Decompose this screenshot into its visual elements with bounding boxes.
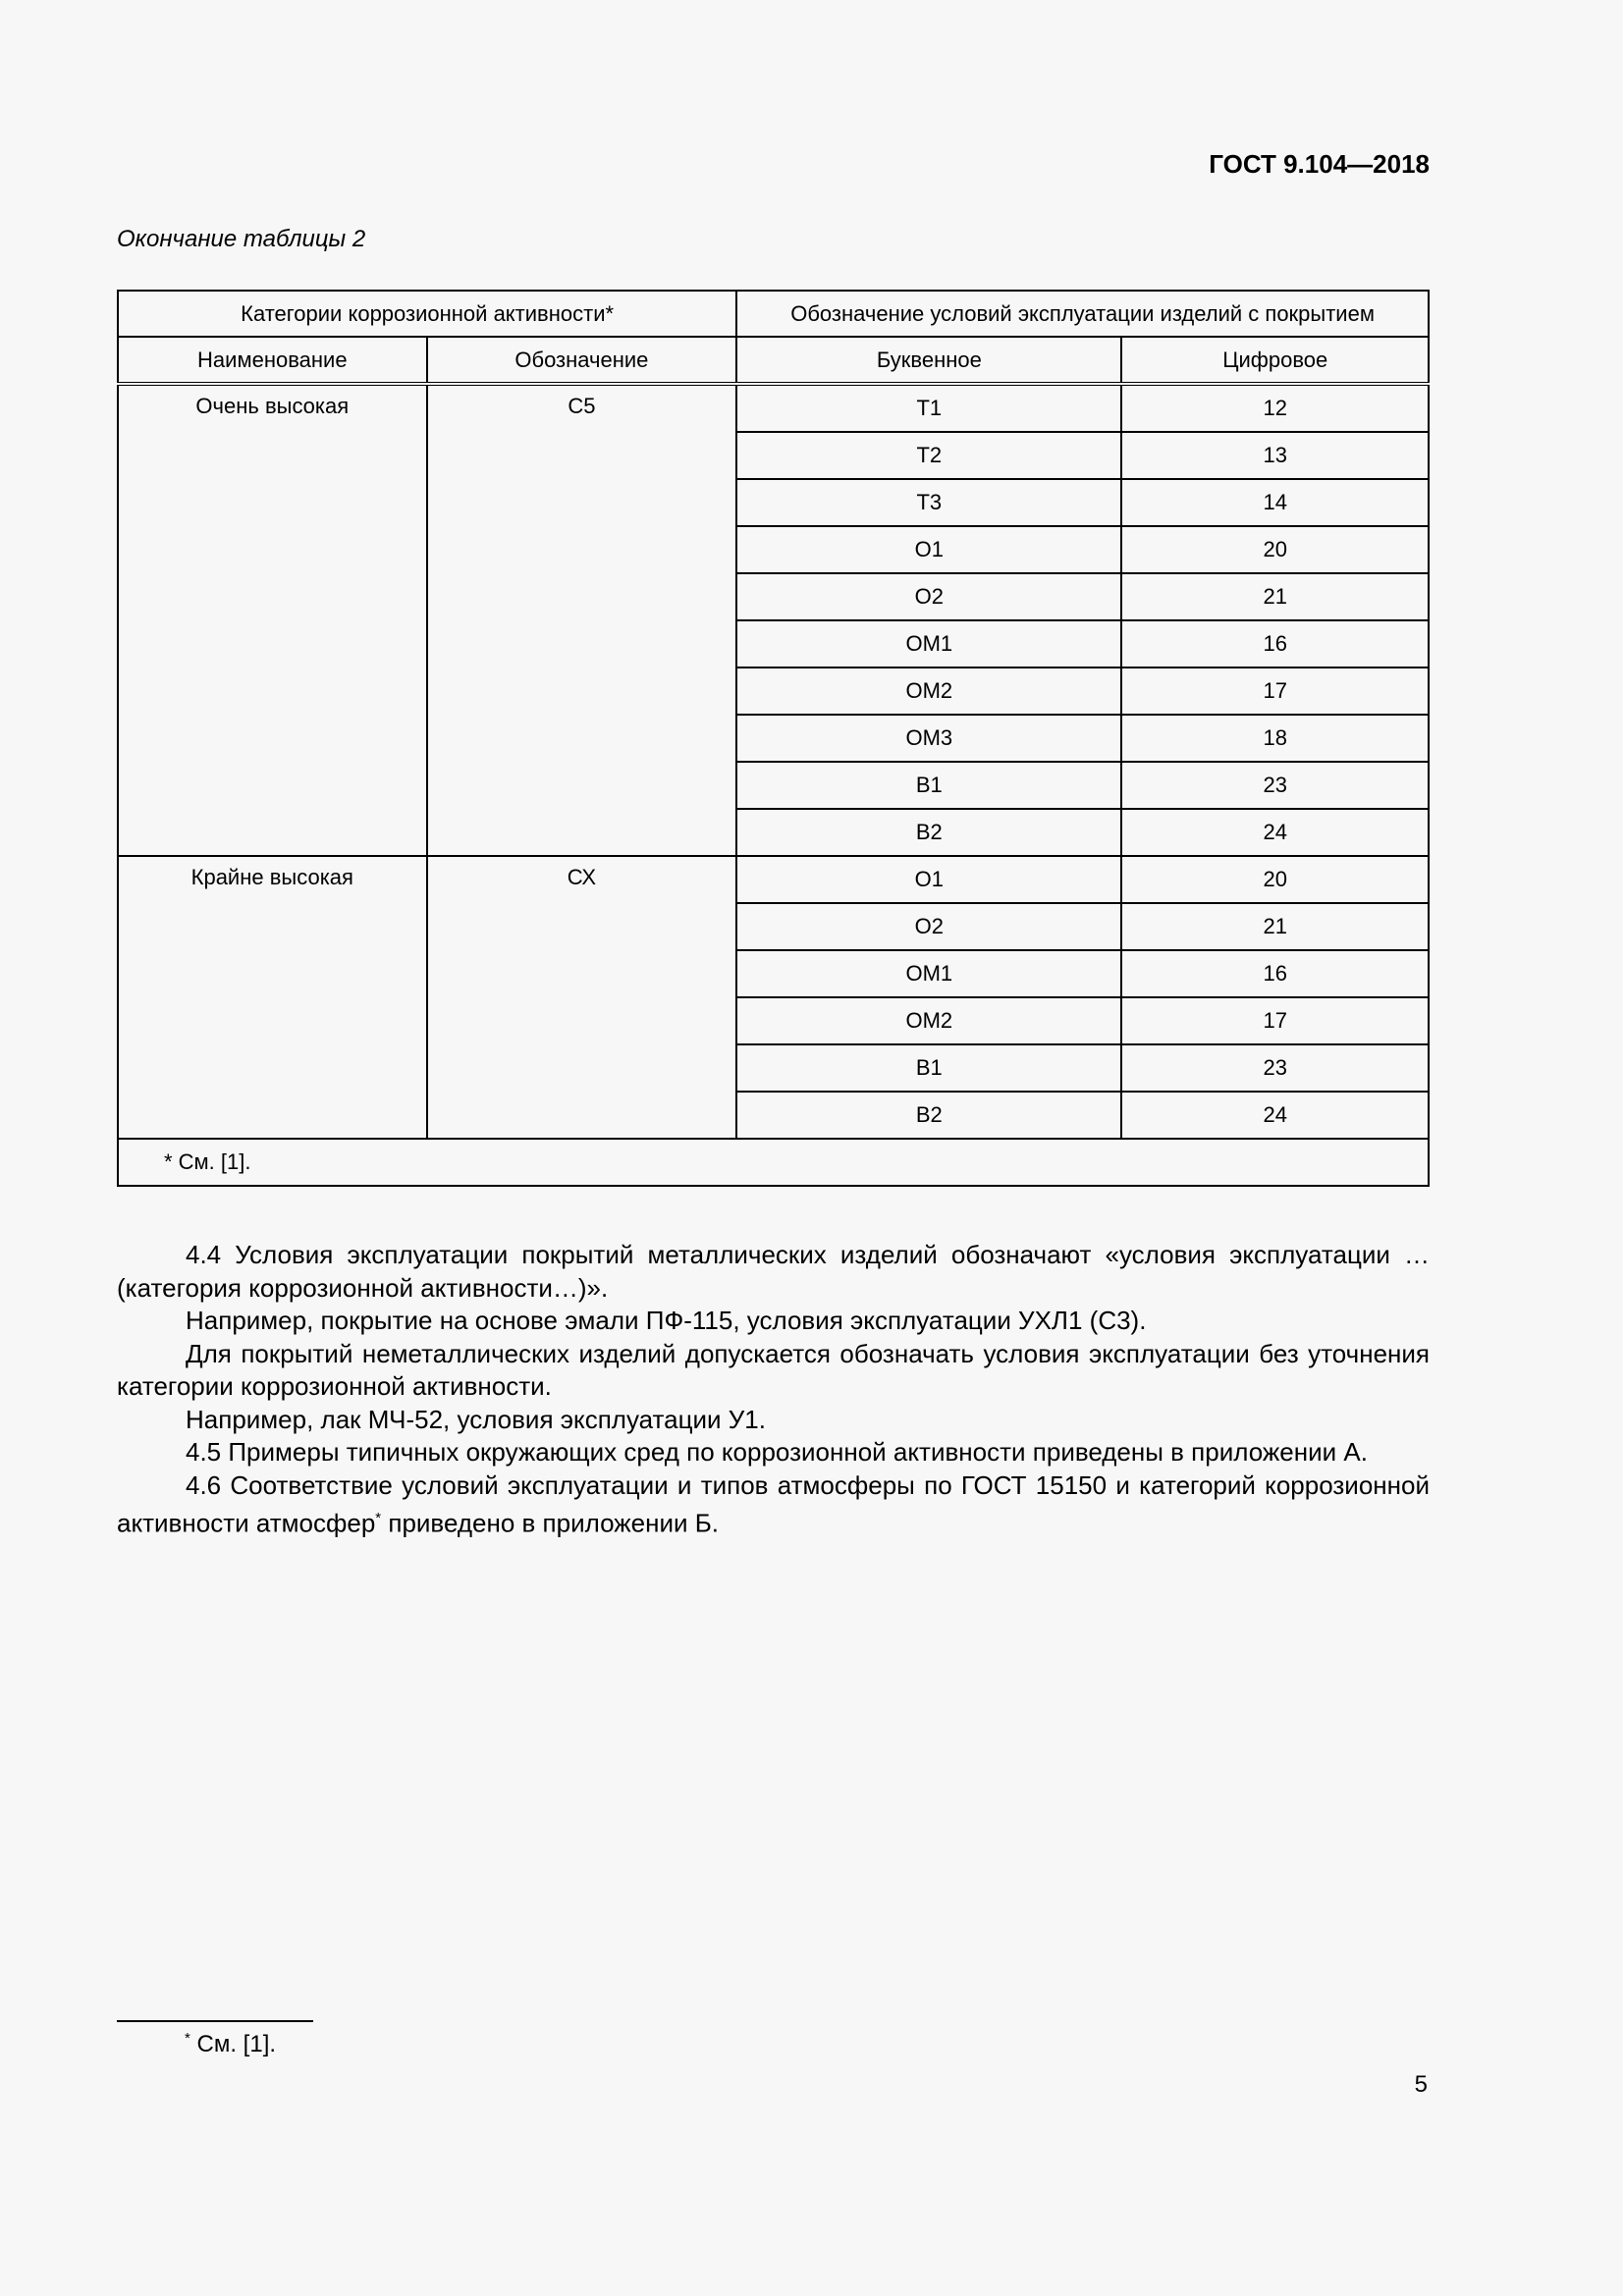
table-row bbox=[118, 856, 1429, 903]
paragraph-4-5: 4.5 Примеры типичных окружающих сред по коррозионной активности приведены в приложении А. bbox=[186, 1437, 1368, 1467]
letter-designation: Т1 bbox=[736, 384, 1121, 432]
footnote-mark: * bbox=[185, 2030, 190, 2047]
header-corrosion-categories: Категории коррозионной активности* bbox=[118, 291, 736, 337]
header-digit: Цифровое bbox=[1121, 337, 1429, 384]
digit-designation: 21 bbox=[1121, 573, 1429, 620]
header-designation: Обозначение bbox=[427, 337, 737, 384]
header-name: Наименование bbox=[118, 337, 427, 384]
letter-designation: В2 bbox=[736, 1092, 1121, 1139]
category-name: Очень высокая bbox=[118, 384, 427, 856]
paragraph-4-6-text: 4.6 Соответствие условий эксплуатации и типов атмосферы по ГОСТ 15150 и категорий коррозионной активности атмосфер bbox=[117, 1469, 1430, 1538]
paragraph-4-6 bbox=[117, 1469, 1430, 1541]
table-body bbox=[118, 384, 1429, 1139]
letter-designation: ОМ1 bbox=[736, 620, 1121, 667]
letter-designation: О2 bbox=[736, 573, 1121, 620]
footnote bbox=[185, 2030, 276, 2058]
digit-designation: 16 bbox=[1121, 950, 1429, 997]
letter-designation: В1 bbox=[736, 1044, 1121, 1092]
letter-designation: ОМ2 bbox=[736, 667, 1121, 715]
letter-designation: ОМ1 bbox=[736, 950, 1121, 997]
corrosion-table bbox=[117, 290, 1430, 1187]
footnote-divider bbox=[117, 2020, 313, 2022]
paragraph-nonmetal: Для покрытий неметаллических изделий допускается обозначать условия эксплуатации без уточнения категории коррозионной активности. bbox=[117, 1338, 1430, 1401]
table-note-row bbox=[118, 1139, 1429, 1186]
digit-designation: 14 bbox=[1121, 479, 1429, 526]
digit-designation: 13 bbox=[1121, 432, 1429, 479]
digit-designation: 17 bbox=[1121, 997, 1429, 1044]
digit-designation: 24 bbox=[1121, 809, 1429, 856]
footnote-text: См. [1]. bbox=[189, 2031, 277, 2057]
table-caption: Окончание таблицы 2 bbox=[117, 226, 366, 252]
digit-designation: 23 bbox=[1121, 762, 1429, 809]
digit-designation: 21 bbox=[1121, 903, 1429, 950]
digit-designation: 16 bbox=[1121, 620, 1429, 667]
paragraph-4-4: 4.4 Условия эксплуатации покрытий металлических изделий обозначают «условия эксплуатации … (категория коррозионной активности…)». bbox=[117, 1240, 1430, 1303]
letter-designation: О1 bbox=[736, 856, 1121, 903]
paragraph-example-2: Например, лак МЧ-52, условия эксплуатации У1. bbox=[186, 1404, 766, 1434]
table-sub-header-row bbox=[118, 337, 1429, 384]
paragraph-example-1: Например, покрытие на основе эмали ПФ-115, условия эксплуатации УХЛ1 (С3). bbox=[186, 1306, 1147, 1335]
header-operating-conditions: Обозначение условий эксплуатации изделий с покрытием bbox=[736, 291, 1429, 337]
footnote-ref: * bbox=[375, 1510, 382, 1526]
letter-designation: ОМ2 bbox=[736, 997, 1121, 1044]
digit-designation: 24 bbox=[1121, 1092, 1429, 1139]
digit-designation: 23 bbox=[1121, 1044, 1429, 1092]
table-group-header-row bbox=[118, 291, 1429, 337]
letter-designation: Т3 bbox=[736, 479, 1121, 526]
digit-designation: 18 bbox=[1121, 715, 1429, 762]
letter-designation: О2 bbox=[736, 903, 1121, 950]
letter-designation: Т2 bbox=[736, 432, 1121, 479]
page-number: 5 bbox=[1414, 2071, 1428, 2098]
category-code: СХ bbox=[427, 856, 737, 1139]
table-note: * См. [1]. bbox=[118, 1139, 1429, 1186]
table-row bbox=[118, 384, 1429, 432]
category-code: С5 bbox=[427, 384, 737, 856]
digit-designation: 20 bbox=[1121, 526, 1429, 573]
letter-designation: В1 bbox=[736, 762, 1121, 809]
category-name: Крайне высокая bbox=[118, 856, 427, 1139]
header-letter: Буквенное bbox=[736, 337, 1121, 384]
letter-designation: В2 bbox=[736, 809, 1121, 856]
body-text bbox=[117, 1239, 1430, 1540]
document-code: ГОСТ 9.104—2018 bbox=[1209, 149, 1430, 179]
digit-designation: 20 bbox=[1121, 856, 1429, 903]
digit-designation: 12 bbox=[1121, 384, 1429, 432]
letter-designation: ОМ3 bbox=[736, 715, 1121, 762]
digit-designation: 17 bbox=[1121, 667, 1429, 715]
paragraph-4-6-end: приведено в приложении Б. bbox=[381, 1508, 720, 1538]
letter-designation: О1 bbox=[736, 526, 1121, 573]
